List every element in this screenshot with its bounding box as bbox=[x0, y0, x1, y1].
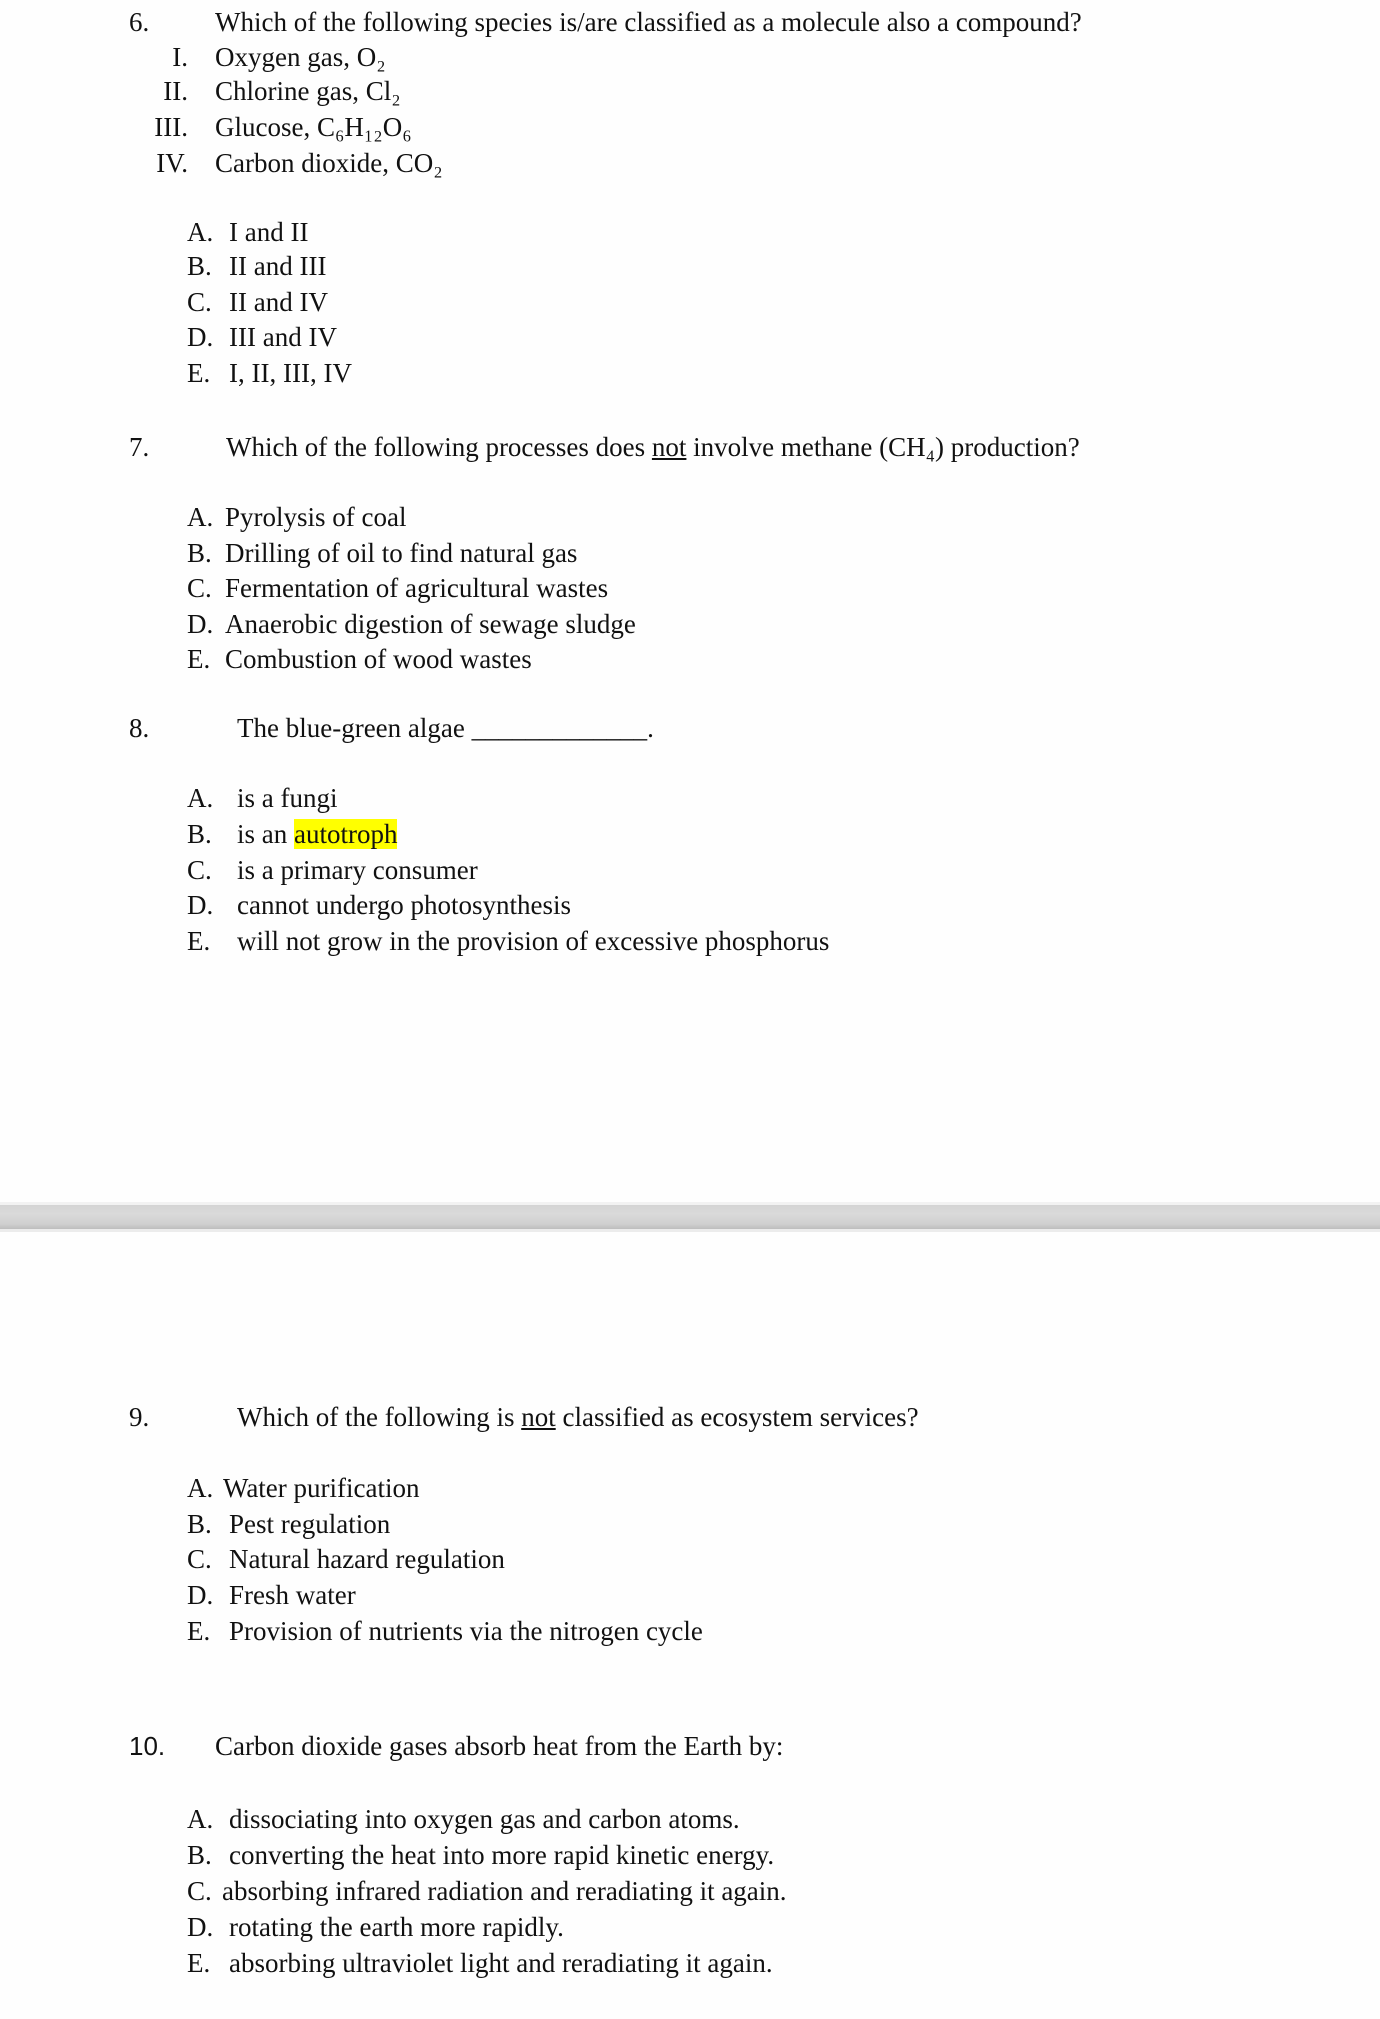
option-letter: C. bbox=[187, 287, 212, 317]
option-text: converting the heat into more rapid kinetic energy. bbox=[229, 1840, 775, 1870]
question-6-text: Which of the following species is/are classified as a molecule also a compound? bbox=[215, 7, 1082, 37]
option-text: Natural hazard regulation bbox=[229, 1544, 505, 1574]
option-text: cannot undergo photosynthesis bbox=[237, 890, 571, 920]
question-10-number: 10. bbox=[129, 1731, 166, 1761]
option-text: is a fungi bbox=[237, 783, 338, 813]
option-text bbox=[237, 818, 397, 850]
underlined-word: not bbox=[651, 432, 687, 462]
option-letter: E. bbox=[187, 644, 211, 674]
option-text: dissociating into oxygen gas and carbon atoms. bbox=[229, 1804, 740, 1834]
option-text: II and III bbox=[229, 251, 327, 281]
option-text: III and IV bbox=[229, 322, 337, 352]
option-letter: B. bbox=[187, 1509, 212, 1539]
option-letter: A. bbox=[187, 1473, 214, 1503]
item-text: Carbon dioxide, CO₂ bbox=[215, 148, 443, 178]
question-text-part: Which of the following is bbox=[237, 1402, 522, 1432]
option-letter: D. bbox=[187, 1912, 214, 1942]
question-text-part: classified as ecosystem services? bbox=[555, 1402, 919, 1432]
option-text: Fresh water bbox=[229, 1580, 356, 1610]
item-label: IV. bbox=[156, 148, 188, 178]
option-letter: E. bbox=[187, 1948, 211, 1978]
option-text: II and IV bbox=[229, 287, 328, 317]
option-text: absorbing ultraviolet light and reradiating it again. bbox=[229, 1948, 773, 1978]
page-separator bbox=[0, 1202, 1380, 1232]
question-8-text bbox=[237, 712, 654, 744]
option-letter: A. bbox=[187, 1804, 214, 1834]
option-text: Pyrolysis of coal bbox=[225, 502, 407, 532]
underlined-word: not bbox=[521, 1402, 556, 1432]
option-text: I and II bbox=[229, 217, 309, 247]
option-letter: C. bbox=[187, 1876, 212, 1906]
option-text: Fermentation of agricultural wastes bbox=[225, 573, 609, 603]
question-9-number: 9. bbox=[129, 1402, 150, 1432]
option-letter: E. bbox=[187, 926, 211, 956]
option-text: Water purification bbox=[223, 1473, 420, 1503]
option-text: is a primary consumer bbox=[237, 855, 478, 885]
item-text: Glucose, C₆H₁₂O₆ bbox=[215, 112, 412, 142]
question-7-number: 7. bbox=[129, 432, 150, 462]
option-letter: B. bbox=[187, 1840, 212, 1870]
highlighted-word: autotroph bbox=[294, 819, 398, 849]
option-text: Anaerobic digestion of sewage sludge bbox=[225, 609, 636, 639]
question-9-text bbox=[237, 1401, 919, 1433]
option-text: Drilling of oil to find natural gas bbox=[225, 538, 578, 568]
question-text-part: The blue-green algae bbox=[237, 713, 472, 743]
option-letter: C. bbox=[187, 573, 212, 603]
question-10-text: Carbon dioxide gases absorb heat from the Earth by: bbox=[215, 1731, 784, 1761]
option-letter: C. bbox=[187, 1544, 212, 1574]
option-letter: B. bbox=[187, 819, 212, 849]
option-letter: D. bbox=[187, 322, 214, 352]
option-text-part: is an bbox=[237, 819, 294, 849]
question-7-text bbox=[226, 431, 1080, 463]
item-label: III. bbox=[154, 112, 188, 142]
question-text-part: Which of the following processes does bbox=[226, 432, 652, 462]
option-letter: E. bbox=[187, 1616, 211, 1646]
option-text: will not grow in the provision of excessive phosphorus bbox=[237, 926, 830, 956]
option-letter: D. bbox=[187, 1580, 214, 1610]
question-text-part: involve methane (CH₄) production? bbox=[686, 432, 1080, 462]
question-8-number: 8. bbox=[129, 713, 150, 743]
option-text: absorbing infrared radiation and reradiating it again. bbox=[222, 1876, 787, 1906]
option-text: Pest regulation bbox=[229, 1509, 391, 1539]
option-text: rotating the earth more rapidly. bbox=[229, 1912, 564, 1942]
item-text: Oxygen gas, O₂ bbox=[215, 42, 386, 72]
option-letter: D. bbox=[187, 609, 214, 639]
option-letter: A. bbox=[187, 217, 214, 247]
option-letter: A. bbox=[187, 502, 214, 532]
option-letter: E. bbox=[187, 358, 211, 388]
item-text: Chlorine gas, Cl₂ bbox=[215, 76, 401, 106]
option-text: Provision of nutrients via the nitrogen cycle bbox=[229, 1616, 703, 1646]
option-letter: A. bbox=[187, 783, 214, 813]
question-6-number: 6. bbox=[129, 7, 150, 37]
option-letter: B. bbox=[187, 538, 212, 568]
option-text: Combustion of wood wastes bbox=[225, 644, 532, 674]
option-text: I, II, III, IV bbox=[229, 358, 352, 388]
item-label: I. bbox=[172, 42, 188, 72]
item-label: II. bbox=[163, 76, 188, 106]
option-letter: B. bbox=[187, 251, 212, 281]
option-letter: D. bbox=[187, 890, 214, 920]
option-letter: C. bbox=[187, 855, 212, 885]
answer-blank: _____________. bbox=[471, 713, 654, 743]
